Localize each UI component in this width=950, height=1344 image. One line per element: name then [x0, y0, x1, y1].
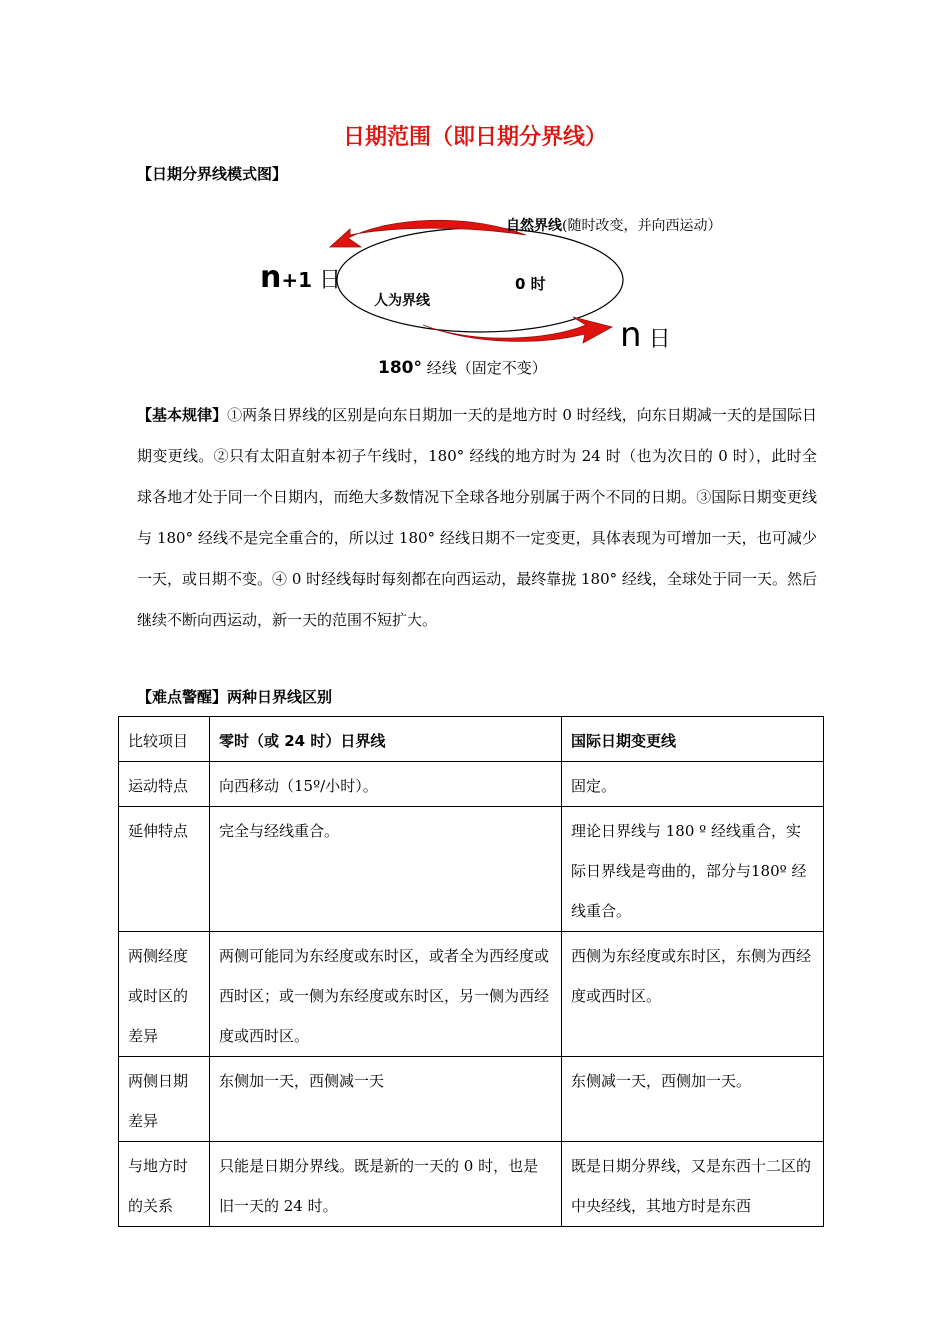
table-cell: 两侧日期差异 [119, 1057, 210, 1142]
table-row [119, 807, 824, 932]
table-cell: 向西移动（15º/小时）。 [210, 762, 562, 807]
table-cell: 西侧为东经度或东时区，东侧为西经度或西时区。 [562, 932, 824, 1057]
upper-arrow [330, 220, 526, 247]
diagram-heading: 【日期分界线模式图】 [137, 165, 288, 183]
table-cell: 与地方时的关系 [119, 1142, 210, 1227]
table-row [119, 1057, 824, 1142]
page-title: 日期范围（即日期分界线） [342, 125, 607, 150]
basic-rules-paragraph [137, 395, 817, 641]
comparison-table [118, 716, 824, 1227]
natural-line-note: (随时改变，并向西运动） [562, 218, 722, 234]
table-cell: 运动特点 [119, 762, 210, 807]
zero-hour-label: 0 时 [515, 275, 546, 293]
table-cell: 完全与经线重合。 [210, 807, 562, 932]
table-cell: 两侧经度或时区的差异 [119, 932, 210, 1057]
n-plus-one-day-label [260, 260, 341, 295]
table-cell: 理论日界线与 180 º 经线重合，实际日界线是弯曲的，部分与180º 经线重合。 [562, 807, 824, 932]
table-row [119, 762, 824, 807]
earth-ellipse [337, 228, 623, 332]
n-plus-one-plus: +1 [281, 268, 313, 292]
table-cell: 固定。 [562, 762, 824, 807]
manmade-line-label: 人为界线 [374, 293, 430, 309]
lon-180-note: 经线（固定不变） [426, 359, 547, 377]
n-day-day: 日 [648, 327, 671, 352]
table-cell: 只能是日期分界线。既是新的一天的 0 时，也是旧一天的 24 时。 [210, 1142, 562, 1227]
basic-rules-text: ①两条日界线的区别是向东日期加一天的是地方时 0 时经线，向东日期减一天的是国际日期变更线。②只有太阳直射本初子午线时，180° 经线的地方时为 24 时（也为次日的 0 时），此时全球各地才处于同一个日期内，而绝大多数情况下全球各地分别属于两个不同的日期。③国际日期变更线与 180° 经线不是完全重合的，所以过 180° 经线日期不一定变更，具体表现为可增加一天，也可减少一天，或日期不变。④ 0 时经线每时每刻都在向西运动，最终靠拢 180° 经线，全球处于同一天。然后继续不断向西运动，新一天的范围不短扩大。 [137, 406, 817, 629]
natural-line-bold: 自然界线 [506, 218, 562, 234]
header-cell: 比较项目 [119, 717, 210, 762]
lon-180-bold: 180° [378, 358, 422, 378]
table-row [119, 1142, 824, 1227]
basic-rules-heading: 【基本规律】 [137, 406, 228, 424]
table-header-row [119, 717, 824, 762]
n-plus-one-day: 日 [319, 268, 342, 293]
table-cell: 东侧加一天，西侧减一天 [210, 1057, 562, 1142]
natural-line-label [506, 215, 721, 235]
difficulty-heading: 【难点警醒】两种日界线区别 [137, 688, 333, 706]
n-day-label [620, 315, 671, 355]
header-cell: 国际日期变更线 [562, 717, 824, 762]
table-cell: 延伸特点 [119, 807, 210, 932]
lon-180-label [378, 357, 547, 378]
date-line-diagram [240, 205, 722, 385]
n-plus-one-n: n [260, 260, 282, 295]
table-cell: 两侧可能同为东经度或东时区，或者全为西经度或西时区；或一侧为东经度或东时区，另一侧为西经度或西时区。 [210, 932, 562, 1057]
n-day-n: n [620, 315, 642, 355]
table-row [119, 932, 824, 1057]
table-cell: 东侧减一天，西侧加一天。 [562, 1057, 824, 1142]
header-cell: 零时（或 24 时）日界线 [210, 717, 562, 762]
table-cell: 既是日期分界线，又是东西十二区的中央经线，其地方时是东西 [562, 1142, 824, 1227]
